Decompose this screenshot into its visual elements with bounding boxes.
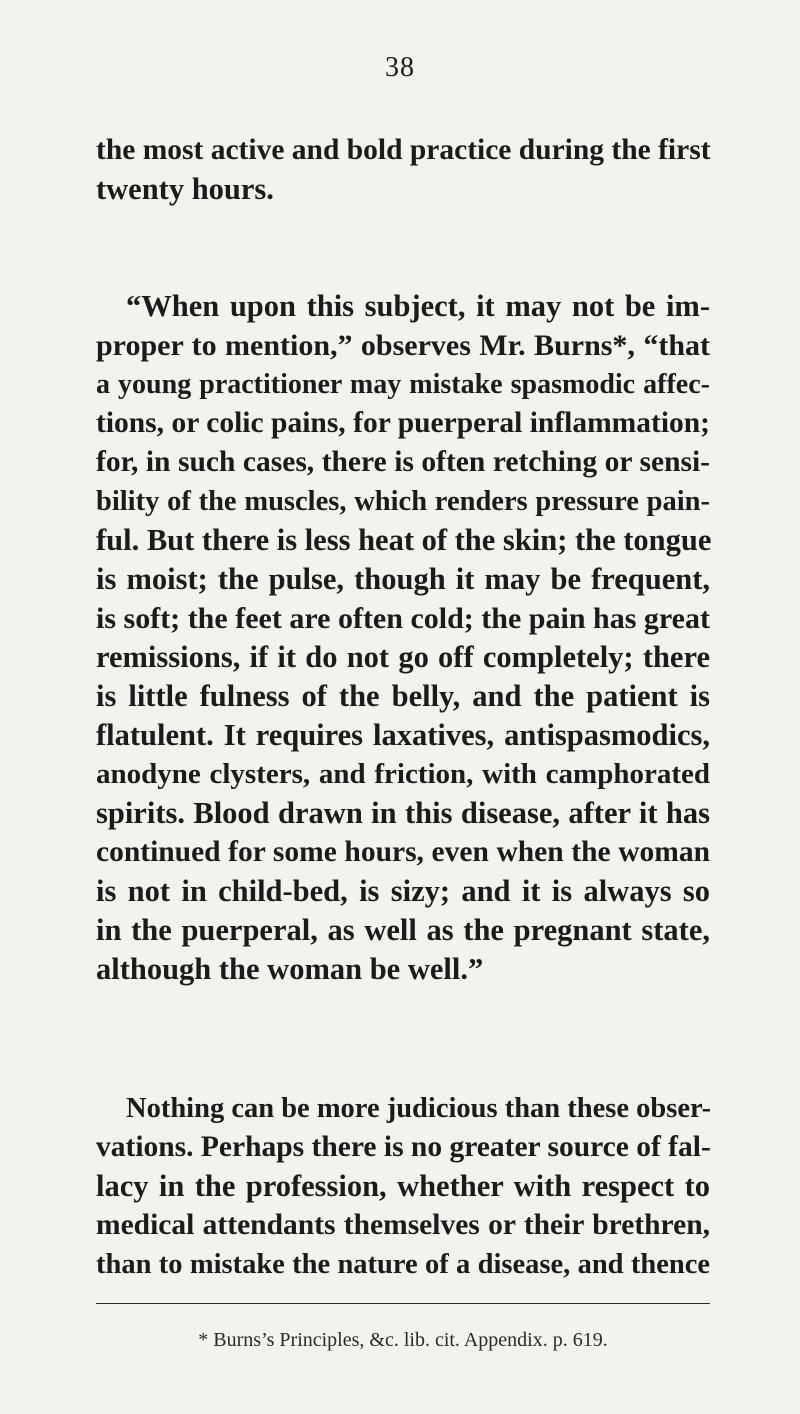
footnote: * Burns’s Principles, &c. lib. cit. Appendix. p. 619. (198, 1329, 608, 1351)
text-line: is little fulness of the belly, and the patient is (96, 679, 710, 713)
text-line: tions, or colic pains, for puerperal inflammation; (96, 407, 710, 439)
text-line: in the puerperal, as well as the pregnant state, (96, 913, 710, 947)
text-line: for, in such cases, there is often retching or sensi- (96, 446, 710, 478)
page-number: 38 (385, 52, 415, 83)
paragraph-commentary (96, 1089, 710, 1284)
text-line: anodyne clysters, and friction, with camphorated (96, 758, 710, 790)
text-line: vations. Perhaps there is no greater source of fal- (96, 1131, 711, 1163)
paragraph-quotation (96, 287, 710, 989)
text-line: flatulent. It requires laxatives, antispasmodics, (96, 718, 710, 752)
text-line: a young practitioner may mistake spasmodic affec- (96, 369, 710, 400)
text-line: remissions, if it do not go off completely; there (96, 640, 710, 674)
text-line: spirits. Blood drawn in this disease, after it has (96, 796, 710, 830)
text-line: Nothing can be more judicious than these obser- (126, 1093, 712, 1124)
text-line: is moist; the pulse, though it may be frequent, (96, 562, 710, 596)
text-line: is not in child-bed, is sizy; and it is always so (96, 874, 710, 908)
text-line: proper to mention,” observes Mr. Burns*, “that (96, 329, 710, 362)
text-line: continued for some hours, even when the woman (96, 836, 710, 868)
text-line: ful. But there is less heat of the skin; the tongue (96, 523, 712, 557)
text-line: twenty hours. (96, 172, 274, 206)
text-line: is soft; the feet are often cold; the pain has great (96, 602, 710, 635)
text-line: the most active and bold practice during the first (96, 134, 711, 166)
footnote-divider (96, 1303, 710, 1304)
paragraph-continuation (96, 131, 710, 209)
text-line: than to mistake the nature of a disease, and thence (96, 1249, 710, 1280)
text-line: medical attendants themselves or their brethren, (96, 1209, 710, 1241)
text-line: “When upon this subject, it may not be im- (126, 289, 710, 323)
text-line: lacy in the profession, whether with respect to (96, 1169, 710, 1203)
text-line: bility of the muscles, which renders pressure pain- (96, 486, 710, 517)
text-line: although the woman be well.” (96, 952, 484, 986)
